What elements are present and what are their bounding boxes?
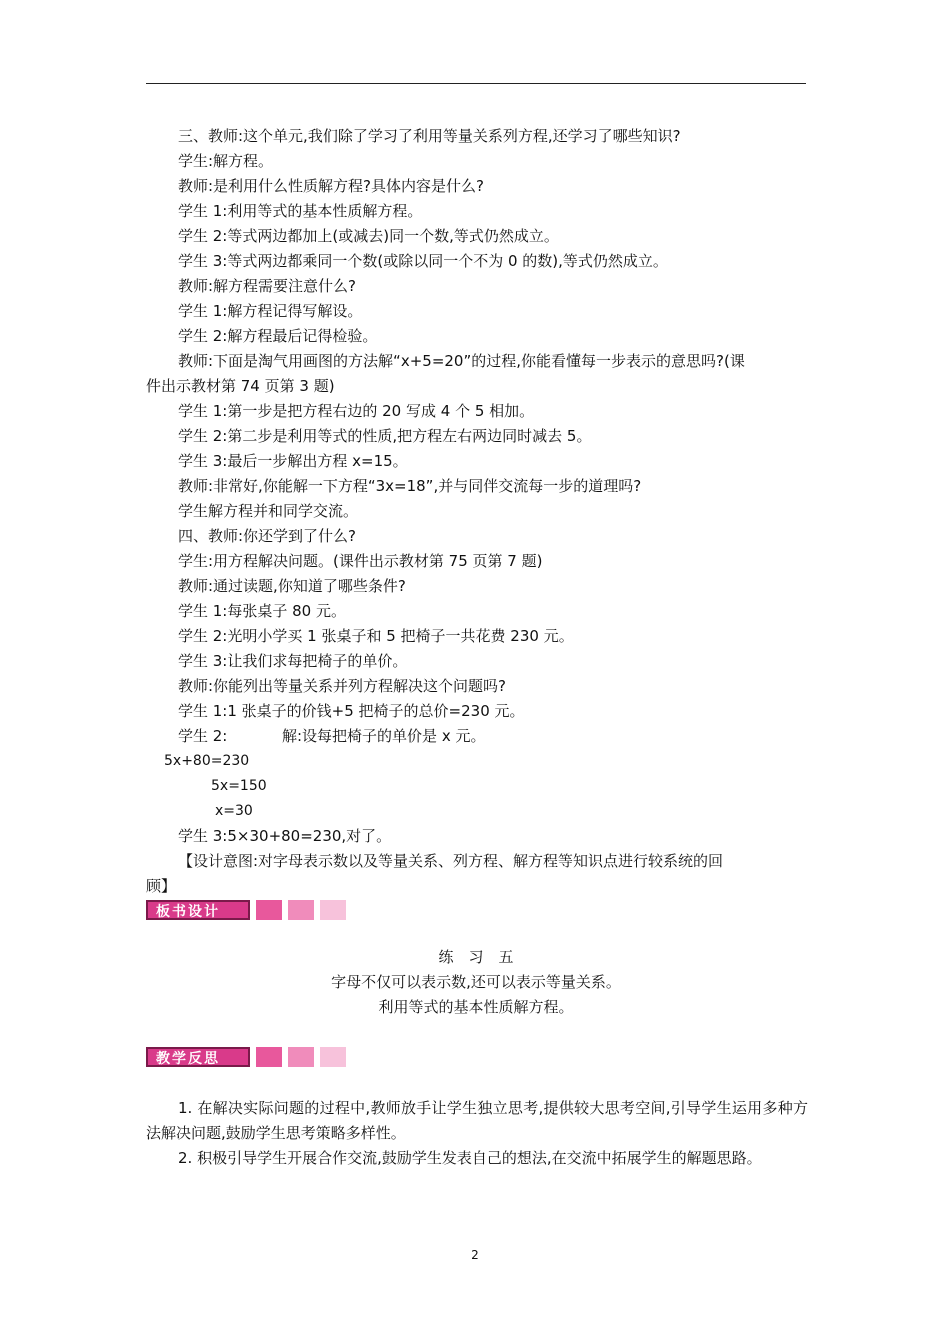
dialogue-line: 学生:解方程。 <box>178 152 274 170</box>
dialogue-line: 三、教师:这个单元,我们除了学习了利用等量关系列方程,还学习了哪些知识? <box>178 127 681 145</box>
header-rule <box>146 83 806 84</box>
dialogue-line: 学生 2:解方程最后记得检验。 <box>178 327 378 345</box>
banner-square <box>256 900 282 920</box>
student3-check: 学生 3:5×30+80=230,对了。 <box>178 827 392 845</box>
student2-solution: 解:设每把椅子的单价是 x 元。 <box>282 727 486 745</box>
equation-line: x=30 <box>215 803 253 819</box>
banner-square <box>288 900 314 920</box>
dialogue-line: 教师:非常好,你能解一下方程“3x=18”,并与同伴交流每一步的道理吗? <box>178 477 642 495</box>
teacher-question: 教师:下面是淘气用画图的方法解“x+5=20”的过程,你能看懂每一步表示的意思吗?(课 <box>178 352 745 370</box>
dialogue-line: 学生 3:最后一步解出方程 x=15。 <box>178 452 408 470</box>
dialogue-line: 学生:用方程解决问题。(课件出示教材第 75 页第 7 题) <box>178 552 543 570</box>
equation-line: 5x+80=230 <box>164 753 250 769</box>
equation-line: 5x=150 <box>211 778 267 794</box>
dialogue-line: 学生 3:让我们求每把椅子的单价。 <box>178 652 408 670</box>
dialogue-line: 学生 1:每张桌子 80 元。 <box>178 602 346 620</box>
board-design-banner <box>146 898 346 922</box>
reflection-banner <box>146 1045 346 1069</box>
dialogue-line: 学生 1:第一步是把方程右边的 20 写成 4 个 5 相加。 <box>178 402 535 420</box>
dialogue-line: 四、教师:你还学到了什么? <box>178 527 357 545</box>
dialogue-line: 学生解方程并和同学交流。 <box>178 502 359 520</box>
banner-square <box>320 1047 346 1067</box>
reflection-item: 2. 积极引导学生开展合作交流,鼓励学生发表自己的想法,在交流中拓展学生的解题思路。 <box>178 1149 762 1167</box>
dialogue-line: 学生 2:第二步是利用等式的性质,把方程左右两边同时减去 5。 <box>178 427 592 445</box>
dialogue-line: 学生 1:解方程记得写解设。 <box>178 302 363 320</box>
dialogue-line: 教师:通过读题,你知道了哪些条件? <box>178 577 406 595</box>
dialogue-line: 学生 2:光明小学买 1 张桌子和 5 把椅子一共花费 230 元。 <box>178 627 574 645</box>
reflection-label: 教学反思 <box>146 1047 250 1067</box>
student2-prefix: 学生 2: <box>178 727 228 745</box>
dialogue-line: 教师:解方程需要注意什么? <box>178 277 357 295</box>
design-intent-cont: 顾】 <box>146 877 177 895</box>
banner-square <box>288 1047 314 1067</box>
banner-square <box>320 900 346 920</box>
banner-square <box>256 1047 282 1067</box>
page-number: 2 <box>471 1248 479 1262</box>
dialogue-line: 学生 1:1 张桌子的价钱+5 把椅子的总价=230 元。 <box>178 702 525 720</box>
dialogue-line: 教师:你能列出等量关系并列方程解决这个问题吗? <box>178 677 507 695</box>
dialogue-line: 学生 2:等式两边都加上(或减去)同一个数,等式仍然成立。 <box>178 227 559 245</box>
reflection-item: 1. 在解决实际问题的过程中,教师放手让学生独立思考,提供较大思考空间,引导学生运用多种方法解决问题,鼓励学生思考策略多样性。 <box>146 1099 808 1142</box>
dialogue-line: 学生 3:等式两边都乘同一个数(或除以同一个不为 0 的数),等式仍然成立。 <box>178 252 668 270</box>
board-design-label: 板书设计 <box>146 900 250 920</box>
board-line: 字母不仅可以表示数,还可以表示等量关系。 <box>331 973 621 991</box>
board-title: 练 习 五 <box>438 948 514 966</box>
dialogue-line: 学生 1:利用等式的基本性质解方程。 <box>178 202 423 220</box>
dialogue-line: 教师:是利用什么性质解方程?具体内容是什么? <box>178 177 484 195</box>
design-intent: 【设计意图:对字母表示数以及等量关系、列方程、解方程等知识点进行较系统的回 <box>178 852 724 870</box>
teacher-question-cont: 件出示教材第 74 页第 3 题) <box>146 377 335 395</box>
board-line: 利用等式的基本性质解方程。 <box>378 998 574 1016</box>
